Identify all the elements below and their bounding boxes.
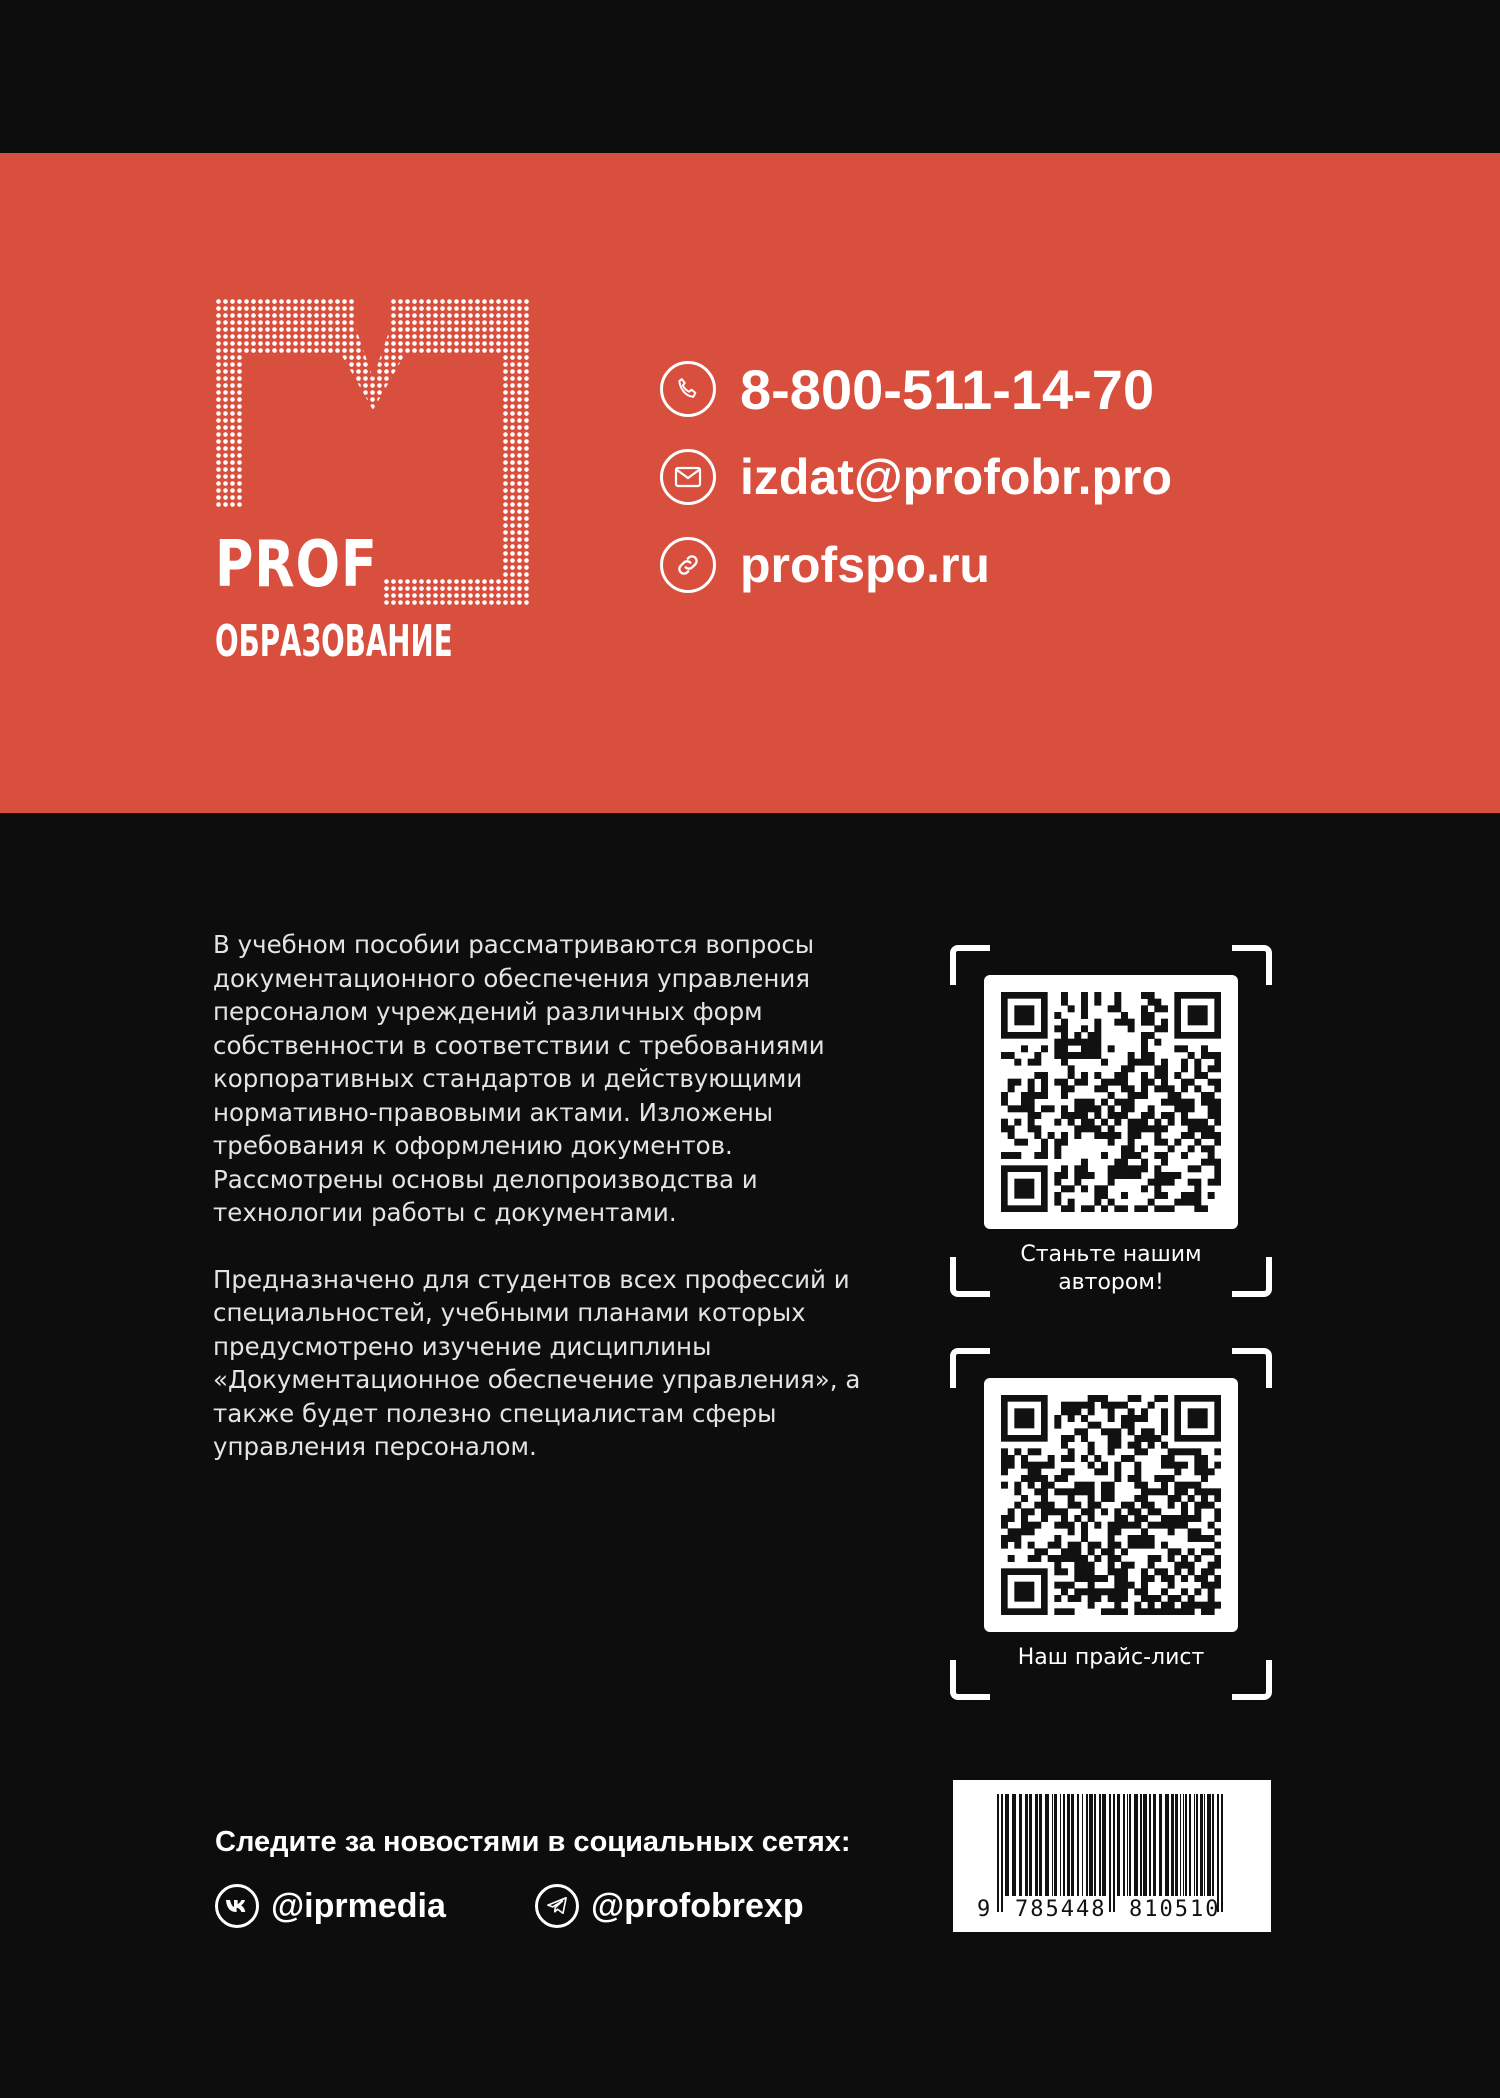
qr-frame xyxy=(950,945,1272,1297)
barcode-digits xyxy=(953,1897,1271,1927)
barcode-digits-right: 810510 xyxy=(1129,1897,1221,1922)
vk-icon xyxy=(215,1884,259,1928)
qr-code-icon xyxy=(984,1378,1238,1632)
envelope-icon xyxy=(660,449,716,505)
contact-list xyxy=(660,358,1172,622)
isbn-barcode xyxy=(953,1780,1271,1932)
logo-word-prof: PROF xyxy=(215,528,378,602)
contact-website[interactable] xyxy=(660,534,1172,596)
website-url: profspo.ru xyxy=(740,537,990,593)
contact-phone[interactable] xyxy=(660,358,1172,420)
qr-block-author[interactable] xyxy=(950,945,1272,1297)
qr-code-icon xyxy=(984,975,1238,1229)
barcode-digit-first: 9 xyxy=(977,1897,991,1922)
contact-email[interactable] xyxy=(660,446,1172,508)
barcode-digits-left: 785448 xyxy=(1015,1897,1107,1922)
description-paragraph-1: В учебном пособии рассматриваются вопросы документационного обеспечения управления персоналом учреждений различных форм собственности в соответствии с требованиями корпоративных стандартов и действующими нормативно-правовыми актами. Изложены требования к оформлению документов. Рассмотрены основы делопроизводства и технологии работы с документами. xyxy=(213,930,825,1227)
social-telegram[interactable] xyxy=(535,1884,804,1928)
qr-block-pricelist[interactable] xyxy=(950,1348,1272,1700)
email-address: izdat@profobr.pro xyxy=(740,449,1173,505)
book-description xyxy=(213,928,873,1497)
vk-handle: @iprmedia xyxy=(271,1886,446,1925)
social-title: Следите за новостями в социальных сетях: xyxy=(215,1826,851,1858)
telegram-icon xyxy=(535,1884,579,1928)
telegram-handle: @profobrexp xyxy=(591,1886,804,1925)
logo-word-obrazovanie: ОБРАЗОВАНИЕ xyxy=(215,616,453,667)
description-paragraph-2: Предназначено для студентов всех профессий и специальностей, учебными планами которых предусмотрено изучение дисциплины «Документационное обеспечение управления», а также будет полезно специалистам сферы управления персоналом. xyxy=(213,1264,861,1461)
qr-caption: Станьте нашим автором! xyxy=(1020,1242,1202,1295)
phone-number: 8-800-511-14-70 xyxy=(740,357,1155,421)
qr-caption: Наш прайс-лист xyxy=(1017,1645,1205,1670)
publisher-logo xyxy=(215,298,531,668)
link-icon xyxy=(660,537,716,593)
phone-icon xyxy=(660,361,716,417)
social-vk[interactable] xyxy=(215,1884,446,1928)
qr-frame xyxy=(950,1348,1272,1700)
